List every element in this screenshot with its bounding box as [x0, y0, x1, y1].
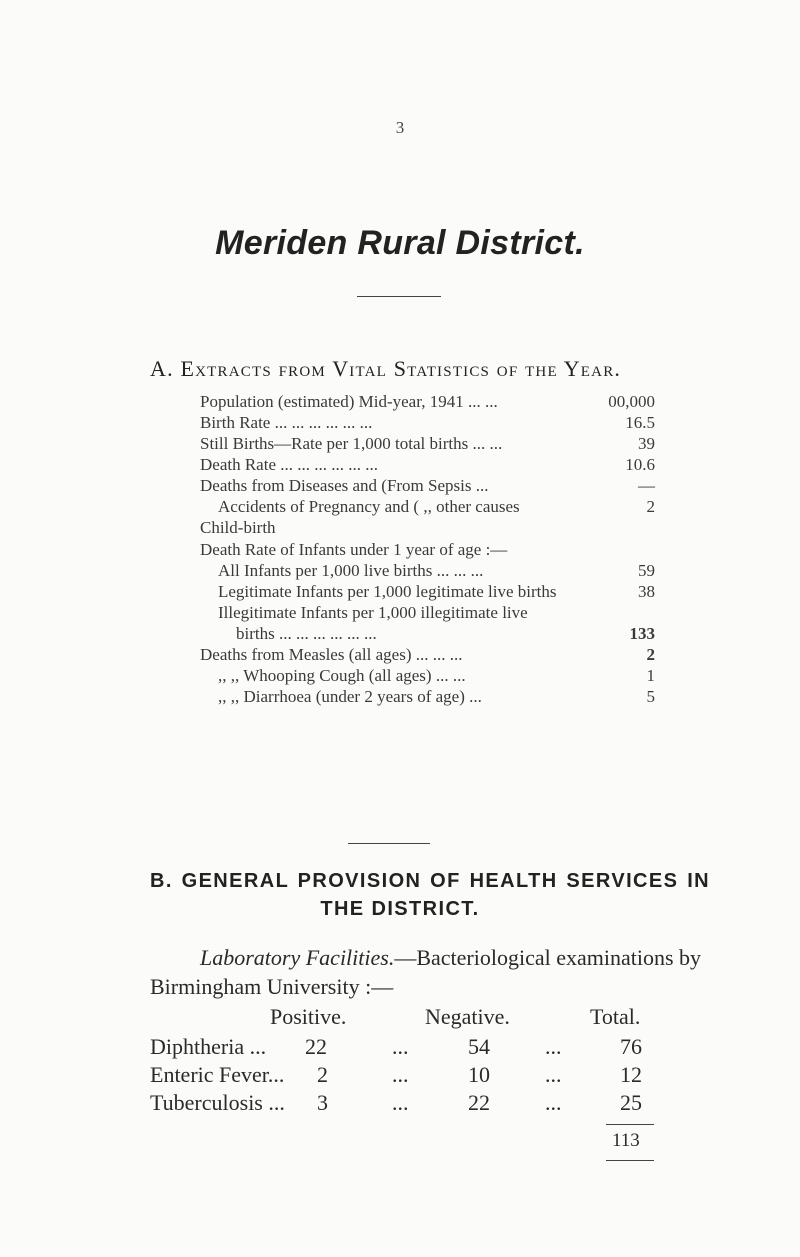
row-dots: ... [545, 1090, 562, 1115]
stat-value: 1 [646, 666, 655, 685]
lab-paragraph-text: —Bacteriological examinations by [394, 945, 702, 970]
positive-value: 2 [317, 1062, 328, 1087]
stat-value: 2 [646, 497, 655, 516]
row-name: Diphtheria ... [150, 1034, 267, 1059]
stat-value: 39 [638, 434, 655, 453]
stat-label: Child-birth [200, 518, 276, 537]
stat-label: Death Rate ... ... ... ... ... ... [200, 455, 378, 474]
stat-label: Death Rate of Infants under 1 year of age :— [200, 540, 508, 559]
stat-label: births ... ... ... ... ... ... [236, 624, 377, 643]
positive-value: 22 [305, 1034, 327, 1059]
row-name: Tuberculosis ... [150, 1090, 285, 1115]
section-b-heading-line2: THE DISTRICT. [320, 898, 480, 920]
total-value: 12 [620, 1062, 642, 1087]
column-header-total: Total. [590, 1004, 641, 1029]
section-a-heading: A. Extracts from Vital Statistics of the Year. [150, 356, 622, 381]
row-dots: ... [545, 1034, 562, 1059]
stat-label: All Infants per 1,000 live births ... ... ... [218, 561, 484, 580]
stat-value: 16.5 [625, 413, 655, 432]
page-number: 3 [395, 118, 405, 137]
negative-value: 10 [468, 1062, 490, 1087]
section-b-heading: B. GENERAL PROVISION OF HEALTH SERVICES IN [150, 870, 710, 892]
stat-label: Birth Rate ... ... ... ... ... ... [200, 413, 373, 432]
stat-label: Legitimate Infants per 1,000 legitimate live births [218, 582, 557, 601]
lab-paragraph-title: Laboratory Facilities. [200, 945, 395, 970]
negative-value: 22 [468, 1090, 490, 1115]
stat-value: 2 [646, 645, 655, 664]
stat-value: 133 [629, 624, 655, 643]
total-rule-bottom [606, 1160, 654, 1161]
stat-label: Still Births—Rate per 1,000 total births ... ... [200, 434, 503, 453]
lab-paragraph [200, 945, 701, 971]
stat-label: Accidents of Pregnancy and ( ,, other causes [218, 497, 520, 516]
grand-total: 113 [612, 1130, 640, 1151]
stat-label: ,, ,, Whooping Cough (all ages) ... ... [218, 666, 466, 685]
total-rule-top [606, 1124, 654, 1125]
stat-value: 59 [638, 561, 655, 580]
section-divider [348, 843, 430, 844]
row-dots: ... [545, 1062, 562, 1087]
stat-value: — [638, 476, 655, 495]
row-dots: ... [392, 1090, 409, 1115]
stat-label: ,, ,, Diarrhoea (under 2 years of age) ... [218, 687, 482, 706]
stat-label: Deaths from Diseases and (From Sepsis ... [200, 476, 489, 495]
stat-label: Illegitimate Infants per 1,000 illegitimate live [218, 603, 528, 622]
row-dots: ... [392, 1062, 409, 1087]
row-name: Enteric Fever... [150, 1062, 285, 1087]
stat-value: 5 [646, 687, 655, 706]
negative-value: 54 [468, 1034, 490, 1059]
column-header-negative: Negative. [425, 1004, 510, 1029]
stat-label: Deaths from Measles (all ages) ... ... ... [200, 645, 463, 664]
title-divider [357, 296, 441, 297]
column-header-positive: Positive. [270, 1004, 347, 1029]
stat-label: Population (estimated) Mid-year, 1941 ... ... [200, 392, 498, 411]
stat-value: 00,000 [608, 392, 655, 411]
row-dots: ... [392, 1034, 409, 1059]
stat-value: 38 [638, 582, 655, 601]
stat-value: 10.6 [625, 455, 655, 474]
positive-value: 3 [317, 1090, 328, 1115]
total-value: 76 [620, 1034, 642, 1059]
total-value: 25 [620, 1090, 642, 1115]
document-title: Meriden Rural District. [215, 224, 585, 262]
lab-paragraph-line2: Birmingham University :— [150, 974, 394, 999]
